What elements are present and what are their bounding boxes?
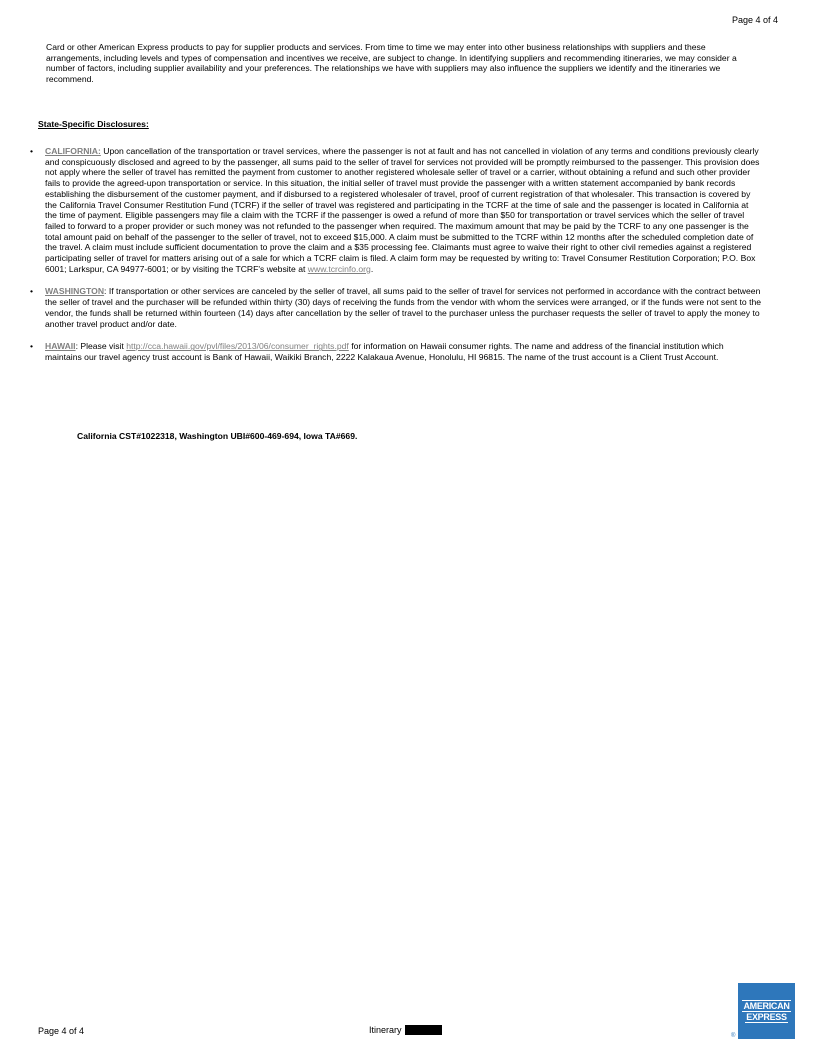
- page-number-header: Page 4 of 4: [731, 15, 778, 25]
- washington-text: : If transportation or other services are canceled by the seller of travel, all sums paid to the seller of travel for services not performed in accordance with the contract between the seller of travel and the purchaser will be refunded within thirty (30) days of receiving the funds from the vendor with whom the services were arranged, or if the funds were not sent to the vendor, the funds shall be returned within fourteen (14) days after cancellation by the seller of travel to the purchaser unless the purchaser requests the seller of travel to apply the money to another travel product and/or date.: [45, 286, 762, 329]
- logo-word-express: EXPRESS: [746, 1011, 787, 1022]
- page-number-footer: Page 4 of 4: [38, 1026, 85, 1036]
- intro-paragraph: Card or other American Express products to pay for supplier products and services. From time to time we may enter into other business relationships with suppliers and these arrangements, including levels and types of compensation and incentives we receive, are subject to change. In identifying suppliers and recommending itineraries, we may consider a number of factors, including supplier availability and your preferences. The relationships we have with suppliers may also influence the suppliers we identify and the itineraries we recommend.: [46, 42, 737, 85]
- state-name-california[interactable]: CALIFORNIA:: [45, 146, 101, 156]
- logo-word-american: AMERICAN: [743, 1000, 790, 1011]
- hawaii-text-after: for information on Hawaii consumer rights. The name and address of the financial institution which maintains our travel agency trust account is Bank of Hawaii, Waikiki Branch, 2222 Kalakaua Avenue, Honolulu, HI 96815. The name of the trust account is a Client Trust Account.: [45, 341, 724, 362]
- itinerary-footer: [369, 1025, 442, 1036]
- disclosure-washington: [30, 286, 762, 329]
- state-name-hawaii[interactable]: HAWAII: [45, 341, 76, 352]
- hawaii-text-before: : Please visit: [75, 341, 127, 352]
- american-express-logo: [738, 983, 795, 1039]
- disclosure-hawaii: [30, 341, 762, 362]
- california-text-end: .: [370, 263, 374, 274]
- bullet-icon: •: [30, 146, 34, 156]
- disclosure-california: [30, 146, 762, 274]
- registered-mark: ®: [731, 1033, 736, 1039]
- itinerary-label: Itinerary: [369, 1025, 402, 1035]
- redacted-itinerary-number: [405, 1025, 442, 1035]
- section-heading: State-Specific Disclosures:: [38, 119, 149, 129]
- state-name-washington[interactable]: WASHINGTON: [45, 286, 105, 297]
- bullet-icon: •: [30, 286, 34, 297]
- bullet-icon: •: [30, 341, 34, 352]
- hawaii-consumer-rights-link[interactable]: http://cca.hawaii.gov/pvl/files/2013/06/consumer_rights.pdf: [126, 341, 349, 352]
- tcrf-website-link[interactable]: www.tcrcinfo.org: [307, 263, 371, 274]
- california-text: Upon cancellation of the transportation or travel services, where the passenger is not at fault and has not cancelled in violation of any terms and conditions previously clearly and conspicuously disclosed and agreed to by the passenger, all sums paid to the seller of travel for services not provided will be promptly reimbursed to the passenger. This provision does not apply where the seller of travel has remitted the payment from customer to another registered wholesale seller of travel or a carrier, without obtaining a refund and such other provider fails to provide the agreed-upon transportation or service. In this situation, the initial seller of travel must provide the passenger with a written statement accompanied by bank records establishing the disbursement of the customer payment, and if disbursed to a registered wholesaler of travel, proof of current registration of that wholesaler. This transaction is covered by the California Travel Consumer Restitution Fund (TCRF) if the seller of travel was registered and participating in the TCRF at the time of sale and the passenger is located in California at the time of payment. Eligible passengers may file a claim with the TCRF if the passenger is owed a refund of more than $50 for transportation or travel services which the seller of travel failed to forward to a proper provider or such money was not refunded to the passenger when required. The maximum amount that may be paid by the TCRF to any one passenger is the total amount paid on behalf of the passenger to the seller of travel, not to exceed $15,000. A claim must be submitted to the TCRF within 12 months after the scheduled completion date of the travel. A claim must include sufficient documentation to prove the claim and a $35 processing fee. Claimants must agree to waive their right to other civil remedies against a registered participating seller of travel for matters arising out of a sale for which a TCRF claim is filed. A claim form may be requested by writing to: Travel Consumer Restitution Corporation; P.O. Box 6001; Larkspur, CA 94977-6001; or by visiting the TCRF's website at: [45, 146, 760, 274]
- license-numbers: California CST#1022318, Washington UBI#600-469-694, Iowa TA#669.: [77, 431, 358, 441]
- disclosure-list: [30, 146, 762, 375]
